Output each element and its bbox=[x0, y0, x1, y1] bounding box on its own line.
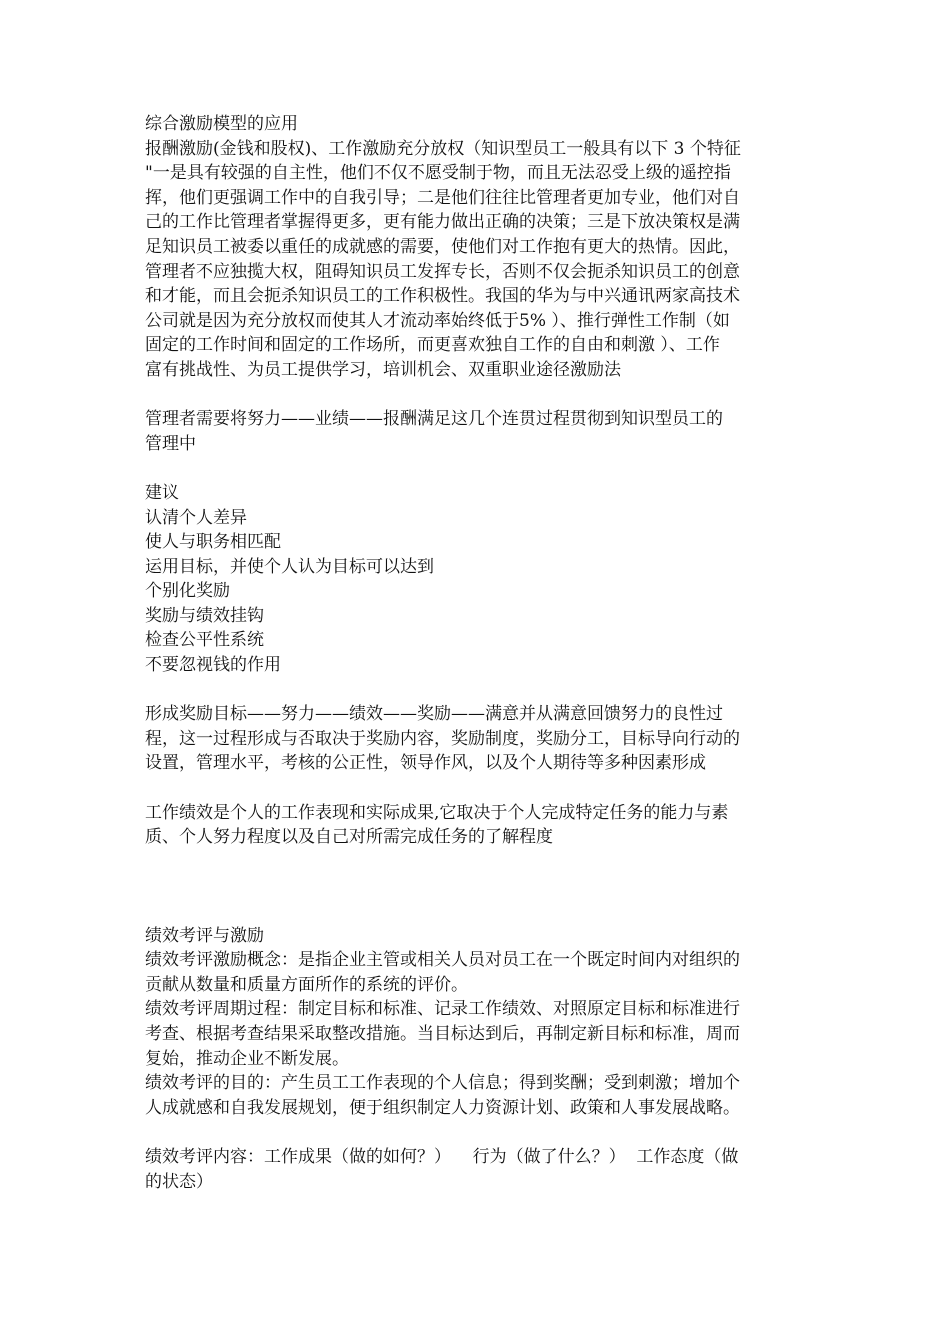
section-manager-effort bbox=[145, 407, 810, 456]
paragraph-line: 绩效考评激励概念：是指企业主管或相关人员对员工在一个既定时间内对组织的 bbox=[145, 950, 740, 971]
paragraph-line: 固定的工作时间和固定的工作场所，而更喜欢独自工作的自由和刺激 ）、工作 bbox=[145, 335, 720, 356]
paragraph-line: 管理者不应独揽大权，阻碍知识员工发挥专长，否则不仅会扼杀知识员工的创意 bbox=[145, 261, 740, 282]
list-item: 奖励与绩效挂钩 bbox=[145, 605, 264, 626]
paragraph-line: 程，这一过程形成与否取决于奖励内容，奖励制度，奖励分工，目标导向行动的 bbox=[145, 728, 740, 749]
list-item: 检查公平性系统 bbox=[145, 630, 264, 651]
section-reward-cycle bbox=[145, 702, 810, 776]
section-comprehensive-model bbox=[145, 112, 810, 383]
list-item: 使人与职务相匹配 bbox=[145, 532, 281, 553]
paragraph-line: 挥，他们更强调工作中的自我引导；二是他们往往比管理者更加专业，他们对自 bbox=[145, 187, 740, 208]
section-title: 绩效考评与激励 bbox=[145, 925, 264, 946]
paragraph-line: 绩效考评的目的：产生员工工作表现的个人信息；得到奖酬；受到刺激；增加个 bbox=[145, 1073, 740, 1094]
paragraph-line: 的状态） bbox=[145, 1171, 213, 1192]
section-title: 建议 bbox=[145, 482, 179, 503]
list-item: 不要忽视钱的作用 bbox=[145, 655, 281, 676]
spacer bbox=[145, 678, 810, 703]
spacer bbox=[145, 776, 810, 801]
paragraph-line: 足知识员工被委以重任的成就感的需要，使他们对工作抱有更大的热情。因此， bbox=[145, 236, 740, 257]
document-page bbox=[145, 112, 810, 1194]
spacer bbox=[145, 383, 810, 408]
paragraph-line: 公司就是因为充分放权而使其人才流动率始终低于5% ）、推行弹性工作制（如 bbox=[145, 310, 730, 331]
paragraph-line: 考查、根据考查结果采取整改措施。当目标达到后，再制定新目标和标准，周而 bbox=[145, 1023, 740, 1044]
paragraph-line: 工作绩效是个人的工作表现和实际成果,它取决于个人完成特定任务的能力与素 bbox=[145, 802, 729, 823]
paragraph-line: 形成奖励目标——努力——绩效——奖励——满意并从满意回馈努力的良性过 bbox=[145, 704, 723, 725]
section-performance-appraisal bbox=[145, 924, 810, 1121]
section-work-performance bbox=[145, 801, 810, 850]
paragraph-line: 管理中 bbox=[145, 433, 196, 454]
spacer bbox=[145, 456, 810, 481]
section-suggestions bbox=[145, 481, 810, 678]
section-title: 综合激励模型的应用 bbox=[145, 114, 298, 134]
section-appraisal-content bbox=[145, 1145, 810, 1194]
paragraph-line: 管理者需要将努力——业绩——报酬满足这几个连贯过程贯彻到知识型员工的 bbox=[145, 409, 723, 430]
paragraph-line: 设置，管理水平，考核的公正性，领导作风，以及个人期待等多种因素形成 bbox=[145, 753, 706, 774]
paragraph-line: 和才能，而且会扼杀知识员工的工作积极性。我国的华为与中兴通讯两家高技术 bbox=[145, 286, 740, 307]
paragraph-line: 己的工作比管理者掌握得更多，更有能力做出正确的决策；三是下放决策权是满 bbox=[145, 212, 740, 233]
spacer bbox=[145, 850, 810, 924]
paragraph-line: 人成就感和自我发展规划，便于组织制定人力资源计划、政策和人事发展战略。 bbox=[145, 1097, 740, 1118]
paragraph-line: 贡献从数量和质量方面所作的系统的评价。 bbox=[145, 974, 468, 995]
list-item: 运用目标，并使个人认为目标可以达到 bbox=[145, 556, 434, 577]
list-item: 个别化奖励 bbox=[145, 581, 230, 602]
paragraph-line: 绩效考评内容：工作成果（做的如何？） 行为（做了什么？） 工作态度（做 bbox=[145, 1146, 739, 1167]
paragraph-line: 复始，推动企业不断发展。 bbox=[145, 1048, 349, 1069]
paragraph-line: 绩效考评周期过程：制定目标和标准、记录工作绩效、对照原定目标和标准进行 bbox=[145, 999, 740, 1020]
list-item: 认清个人差异 bbox=[145, 507, 247, 528]
paragraph-line: 富有挑战性、为员工提供学习，培训机会、双重职业途径激励法 bbox=[145, 359, 621, 380]
paragraph-line: 质、个人努力程度以及自己对所需完成任务的了解程度 bbox=[145, 827, 553, 848]
spacer bbox=[145, 1120, 810, 1145]
paragraph-line: "一是具有较强的自主性，他们不仅不愿受制于物，而且无法忍受上级的遥控指 bbox=[145, 163, 731, 184]
paragraph-line: 报酬激励(金钱和股权)、工作激励充分放权（知识型员工一般具有以下 3 个特征 bbox=[145, 138, 741, 159]
